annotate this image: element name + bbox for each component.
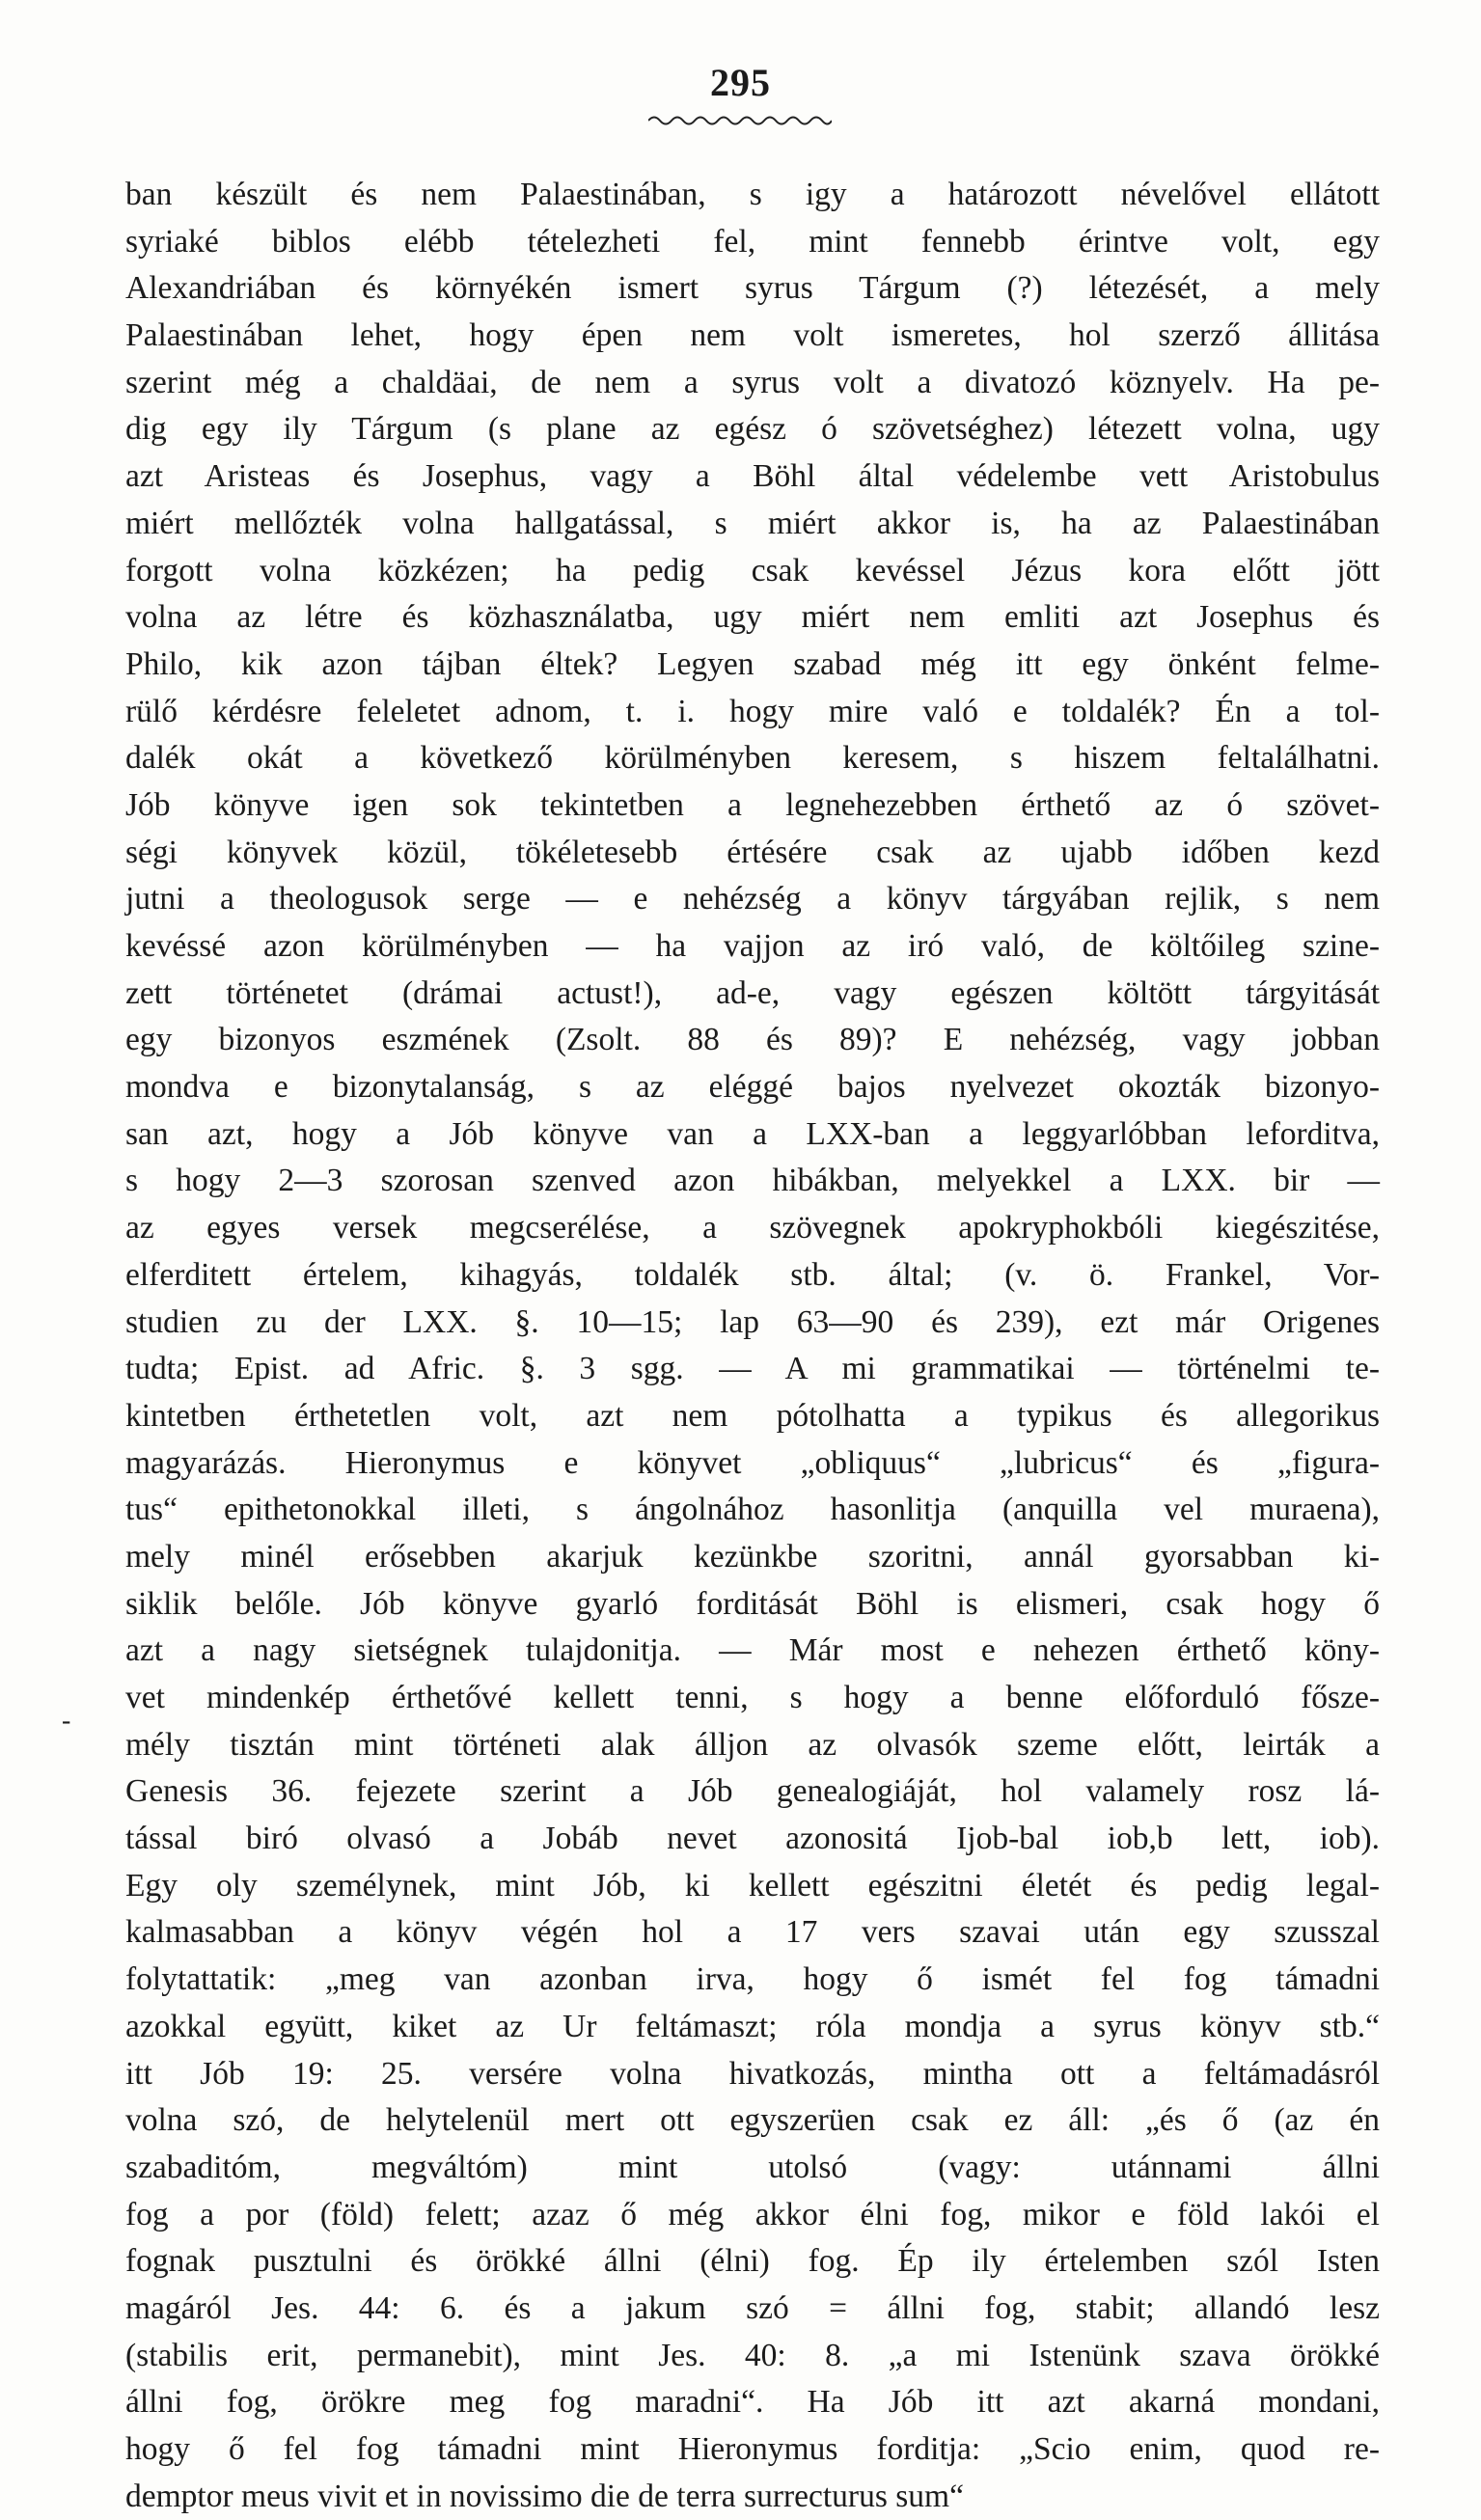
text-line: szabaditóm, megváltóm) mint utolsó (vagy: utánnami állni [125, 2149, 1380, 2185]
text-line: Egy oly személynek, mint Jób, ki kellett egészitni életét és pedig legal- [125, 1867, 1380, 1904]
text-line: (stabilis erit, permanebit), mint Jes. 40: 8. „a mi Istenünk szava örökké [125, 2337, 1380, 2373]
text-line: dig egy ily Tárgum (s plane az egész ó szövetséghez) létezett volna, ugy [125, 411, 1380, 448]
body-text [125, 172, 1380, 2520]
text-line: vet mindenkép érthetővé kellett tenni, s hogy a benne előforduló fősze- [125, 1680, 1380, 1715]
page-number: 295 [710, 61, 771, 104]
text-line: volna az létre és közhasználatba, ugy miért nem emliti azt Josephus és [125, 599, 1380, 636]
text-line: dalék okát a következő körülményben keresem, s hiszem feltalálhatni. [125, 740, 1380, 777]
text-line: mondva e bizonytalanság, s az eléggé bajos nyelvezet okozták bizonyo- [125, 1069, 1380, 1106]
text-line: egy bizonyos eszmének (Zsolt. 88 és 89)? E nehézség, vagy jobban [125, 1022, 1380, 1058]
wavy-ornament [648, 114, 832, 127]
text-line: rülő kérdésre feleletet adnom, t. i. hogy mire való e toldalék? Én a tol- [125, 693, 1380, 729]
text-line: hogy ő fel fog támadni mint Hieronymus forditja: „Scio enim, quod re- [125, 2431, 1380, 2467]
text-line: magáról Jes. 44: 6. és a jakum szó = állni fog, stabit; allandó lesz [125, 2289, 1380, 2326]
text-line: s hogy 2—3 szorosan szenved azon hibákban, melyekkel a LXX. bir — [125, 1163, 1380, 1199]
text-line: Genesis 36. fejezete szerint a Jób genealogiáját, hol valamely rosz lá- [125, 1773, 1380, 1810]
text-line: demptor meus vivit et in novissimo die de terra surrecturus sum“ [125, 2478, 964, 2514]
text-line: Jób könyve igen sok tekintetben a legnehezebben érthető az ó szövet- [125, 786, 1380, 823]
text-line: azokkal együtt, kiket az Ur feltámaszt; róla mondja a syrus könyv stb.“ [125, 2008, 1380, 2044]
margin-mark: - [62, 1706, 71, 1736]
text-line: ségi könyvek közül, tökéletesebb értésére csak az ujabb időben kezd [125, 834, 1380, 870]
text-line: kalmasabban a könyv végén hol a 17 vers szavai után egy szusszal [125, 1914, 1380, 1951]
text-line: syriaké biblos elébb tételezheti fel, mint fennebb érintve volt, egy [125, 223, 1380, 260]
text-line: miért mellőzték volna hallgatással, s miért akkor is, ha az Palaestinában [125, 505, 1380, 541]
text-line: tással biró olvasó a Jobáb nevet azonositá Ijob-bal iob,b lett, iob). [125, 1821, 1380, 1857]
text-line: ban készült és nem Palaestinában, s igy a határozott névelővel ellátott [125, 177, 1380, 212]
text-line: magyarázás. Hieronymus e könyvet „obliquus“ „lubricus“ és „figura- [125, 1444, 1380, 1481]
text-line: itt Jób 19: 25. versére volna hivatkozás, mintha ott a feltámadásról [125, 2055, 1380, 2092]
text-line: fog a por (föld) felett; azaz ő még akkor élni fog, mikor e föld lakói el [125, 2196, 1380, 2232]
text-line: tus“ epithetonokkal illeti, s ángolnához hasonlitja (anquilla vel muraena), [125, 1492, 1380, 1528]
text-line: siklik belőle. Jób könyve gyarló forditását Böhl is elismeri, csak hogy ő [125, 1585, 1380, 1622]
text-line: elferditett értelem, kihagyás, toldalék stb. által; (v. ö. Frankel, Vor- [125, 1256, 1380, 1293]
text-line: volna szó, de helytelenül mert ott egyszerüen csak ez áll: „és ő (az én [125, 2102, 1380, 2139]
text-line: állni fog, örökre meg fog maradni“. Ha Jób itt azt akarná mondani, [125, 2384, 1380, 2421]
text-line: forgott volna közkézen; ha pedig csak kevéssel Jézus kora előtt jött [125, 552, 1380, 589]
text-line: azt a nagy sietségnek tulajdonitja. — Már most e nehezen érthető köny- [125, 1632, 1380, 1669]
text-line: zett történetet (drámai actust!), ad-e, vagy egészen költött tárgyitását [125, 974, 1380, 1011]
text-line: szerint még a chaldäai, de nem a syrus volt a divatozó köznyelv. Ha pe- [125, 364, 1380, 400]
text-line: san azt, hogy a Jób könyve van a LXX-ban a leggyarlóbban leforditva, [125, 1115, 1380, 1152]
text-line: az egyes versek megcserélése, a szövegnek apokryphokbóli kiegészitése, [125, 1210, 1380, 1246]
text-line: jutni a theologusok serge — e nehézség a könyv tárgyában rejlik, s nem [125, 881, 1380, 918]
text-line: mely minél erősebben akarjuk kezünkbe szoritni, annál gyorsabban ki- [125, 1538, 1380, 1575]
text-line: mély tisztán mint történeti alak álljon az olvasók szeme előtt, leirták a [125, 1726, 1380, 1763]
text-line: Palaestinában lehet, hogy épen nem volt ismeretes, hol szerző állitása [125, 317, 1380, 354]
text-line: tudta; Epist. ad Afric. §. 3 sgg. — A mi grammatikai — történelmi te- [125, 1351, 1380, 1387]
text-line: folytattatik: „meg van azonban irva, hogy ő ismét fel fog támadni [125, 1961, 1380, 1998]
text-line: kintetben érthetetlen volt, azt nem pótolhatta a typikus és allegorikus [125, 1397, 1380, 1434]
text-line: Alexandriában és környékén ismert syrus Tárgum (?) létezését, a mely [125, 270, 1380, 307]
text-line: azt Aristeas és Josephus, vagy a Böhl által védelembe vett Aristobulus [125, 458, 1380, 495]
text-line: fognak pusztulni és örökké állni (élni) fog. Ép ily értelemben szól Isten [125, 2243, 1380, 2280]
text-line: kevéssé azon körülményben — ha vajjon az iró való, de költőileg szine- [125, 928, 1380, 964]
text-line: studien zu der LXX. §. 10—15; lap 63—90 és 239), ezt már Origenes [125, 1303, 1380, 1340]
text-line: Philo, kik azon tájban éltek? Legyen szabad még itt egy önként felme- [125, 645, 1380, 682]
